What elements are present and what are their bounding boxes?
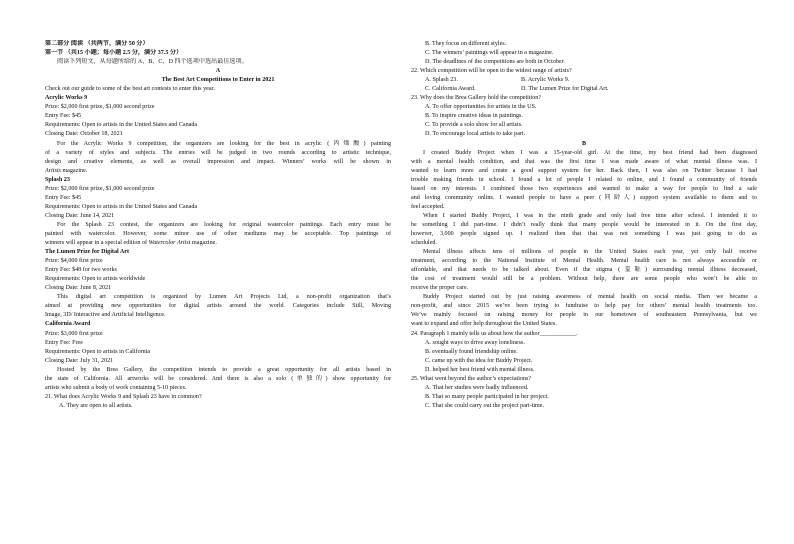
lumen-text-line: Image, 3D/ Interactive and Artificial Intelligence.: [45, 312, 166, 319]
paragraph-1-line: based on my interests. I combined those two experiences and wanted to make a way for people to find a safe: [411, 185, 757, 192]
question-25-option-c: C. That she could carry out the project part-time.: [425, 402, 545, 409]
question-23-option-a: A. To offer opportunities for artists in the US.: [425, 104, 537, 111]
question-22-option-d: D. The Lumen Prize for Digital Art.: [521, 86, 609, 93]
paragraph-4-line: want to expand and offer help throughout the United States.: [411, 321, 557, 328]
california-text-line: artists who submit a body of work containing 5-10 pieces.: [45, 384, 187, 391]
paragraph-4-line: We’ve mainly focused on raising money for people in our hometown of southeastern Pennsylvania, but we: [411, 312, 757, 319]
question-24-option-b: B. eventually found friendship online.: [425, 348, 518, 355]
question-24-option-c: C. came up with the idea for Buddy Project.: [425, 357, 533, 364]
paragraph-1-line: trouble making friends in school. I found a lot of people I related to online, and I found a community of friends: [411, 176, 757, 183]
acrylic-text-line: of a variety of styles and subjects. The entries will be judged in two rounds according to artistic technique,: [45, 149, 391, 156]
california-requirements: Requirements: Open to artists in California: [45, 348, 151, 355]
question-25-option-a: A. That her studies were badly influenced.: [425, 384, 529, 391]
california-closing-date: Closing Date: July 31, 2021: [45, 357, 114, 364]
question-22-option-a: A. Splash 23.: [425, 77, 458, 84]
question-21: 21. What does Acrylic Works 9 and Splash 23 have in common?: [45, 393, 202, 400]
magazine-name: Artists: [45, 167, 61, 174]
question-22-options-row: [411, 76, 757, 85]
acrylic-requirements: Requirements: Open to artists in the United States and Canada: [45, 122, 198, 129]
paragraph-1-line: I created Buddy Project when I was a 15-year-old girl. At the time, my best friend had been diagnosed: [423, 149, 757, 156]
question-23-option-b: B. To inspire creative ideas in paintings.: [425, 113, 523, 120]
lumen-closing-date: Closing Date: June 8, 2021: [45, 285, 112, 292]
splash-text-line: winners will appear in a special edition of Watercolor Artist magazine.: [45, 240, 217, 247]
acrylic-closing-date: Closing Date: October 18, 2021: [45, 131, 123, 138]
paragraph-3-line: affordable, and that needs to be talked about. Even if the stigma (羞耻) surrounding mental illness decreased,: [411, 267, 757, 274]
question-25-option-b: B. That so many people participated in her project.: [425, 393, 549, 400]
california-text-line: Hosted by the Brea Gallery, the competition intends to provide a great opportunity for all artists based in: [57, 366, 391, 373]
splash-requirements: Requirements: Open to artists in the United States and Canada: [45, 203, 198, 210]
acrylic-text-line: For the Acrylic Works 9 competition, the organizers are looking for the best in acrylic (丙烯酸) painting: [57, 140, 391, 147]
splash-heading: Splash 23: [45, 176, 70, 183]
paragraph-3-line: receive the proper care.: [411, 285, 469, 292]
lumen-prize: Prize: $4,000 first prize: [45, 258, 103, 265]
question-23: 23. Why does the Brea Gallery hold the competition?: [411, 95, 542, 102]
passage-intro: Check out our guide to some of the best art contests to enter this year.: [45, 86, 215, 93]
splash-text-line: For the Splash 23 contest, the organizers are looking for original watercolor paintings. Each entry must be: [57, 221, 391, 228]
california-fee: Entry Fee: Free: [45, 339, 83, 346]
question-22-option-c: C. California Award.: [425, 86, 476, 93]
question-25: 25. What went beyond the author’s expectations?: [411, 375, 532, 382]
paragraph-2-line: be something I did part-time. I didn’t really think that many people would be interested in it. On the first day,: [411, 221, 757, 228]
california-text-line: the state of California. All artworks will be considered. And there is also a solo (单独的) show opportunity for: [45, 375, 391, 382]
acrylic-text-line: design and creative elements, as well as overall impression and impact. Winners’ works will be shown in: [45, 158, 391, 165]
splash-text-line: painted with watercolor. However, some minor use of other mediums may be acceptable. Top paintings of: [45, 230, 391, 237]
paragraph-3-line: treatment, according to the National Institute of Mental Health. Mental health care is not always accessible or: [411, 258, 757, 265]
question-21-option-a: A. They are open to all artists.: [59, 402, 133, 409]
paragraph-1-line: wanted to learn more and create a good support system for her. Back then, I was also on Twitter because I had: [411, 167, 757, 174]
lumen-fee: Entry Fee: $48 for two works: [45, 267, 117, 274]
california-heading: California Award: [45, 321, 91, 328]
splash-prize: Prize: $2,000 first prize, $1,000 second prize: [45, 185, 155, 192]
question-22-options-row: [411, 85, 757, 94]
right-column: [411, 40, 757, 411]
splash-closing-date: Closing Date: June 14, 2021: [45, 212, 115, 219]
paragraph-1-line: with a mental health condition, and that was the first time I was made aware of what mental illness was. I: [411, 158, 757, 165]
california-prize: Prize: $3,000 first prize: [45, 330, 103, 337]
acrylic-heading: Acrylic Works 9: [45, 95, 88, 102]
question-21-option-c: C. The winners’ paintings will appear in a magazine.: [425, 50, 554, 57]
paragraph-2-line: scheduled.: [411, 240, 437, 247]
question-24: 24. Paragraph 1 mainly tells us about how the author____________.: [411, 330, 578, 337]
lumen-requirements: Requirements: Open to artists worldwide: [45, 276, 146, 283]
passage-letter-b: B: [581, 140, 587, 147]
subsection-title: 第一节 （共15 小题；每小题 2.5 分，满分 37.5 分）: [45, 50, 183, 57]
acrylic-prize: Prize: $2,000 first prize, $1,000 second prize: [45, 104, 155, 111]
question-23-option-c: C. To provide a solo show for all artists.: [425, 122, 523, 129]
left-column: [45, 40, 391, 411]
question-21-option-d: D. The deadlines of the competitions are both in October.: [425, 59, 565, 66]
question-24-option-d: D. helped her best friend with mental illness.: [425, 366, 535, 373]
paragraph-1-line: and loving community online. I wanted people to have a peer (同龄人) support system available to them and to: [411, 194, 757, 201]
passage-title: The Best Art Competitions to Enter in 2021: [161, 77, 275, 84]
question-22: 22. Which competition will be open to the widest range of artists?: [411, 68, 572, 75]
lumen-heading: The Lumen Prize for Digital Art: [45, 249, 129, 256]
acrylic-text-line: Artists magazine.: [45, 167, 88, 174]
paragraph-2-line: however, 3,000 people signed up. I realized then that that was not something I was just going to do as: [411, 230, 757, 237]
paragraph-4-line: non-profit, and since 2015 we’ve been trying to fundraise to help pay for others’ mental health treatments too.: [411, 303, 757, 310]
paragraph-2-line: When I started Buddy Project, I was in the ninth grade and only had free time after school. I intended it to: [423, 212, 757, 219]
question-21-option-b: B. They focus on different styles.: [425, 41, 507, 47]
splash-fee: Entry Fee: $45: [45, 194, 82, 201]
paragraph-4-line: Buddy Project started out by just raising awareness of mental health on social media. Then we became a: [423, 294, 757, 301]
lumen-text-line: aimed at providing new opportunities for digital artists around the world. Categories include Still, Moving: [45, 303, 391, 310]
paragraph-3-line: the cost of treatment would still be a problem. Without help, there are some people who won’t be able to: [411, 276, 757, 283]
question-23-option-d: D. To encourage local artists to take part.: [425, 131, 526, 138]
passage-letter-a: A: [215, 68, 221, 75]
magazine-name: Watercolor Artist: [148, 240, 191, 247]
acrylic-fee: Entry Fee: $45: [45, 113, 82, 120]
question-22-option-b: B. Acrylic Works 9.: [521, 77, 570, 84]
paragraph-1-line: feel accepted.: [411, 203, 445, 210]
section-title: 第二部分 阅读 （共两节，满分 50 分）: [45, 41, 149, 47]
question-24-option-a: A. sought ways to drive away loneliness.: [425, 339, 525, 346]
paragraph-3-line: Mental illness affects tens of millions of people in the United States each year, yet only half receive: [423, 249, 757, 256]
directions: 阅读下列短文，从每题所给的 A、B、C、D 四个选项中选出最佳选项。: [57, 59, 248, 66]
lumen-text-line: This digital art competition is organized by Lumen Art Projects Ltd, a non-profit organization that’s: [57, 294, 391, 301]
